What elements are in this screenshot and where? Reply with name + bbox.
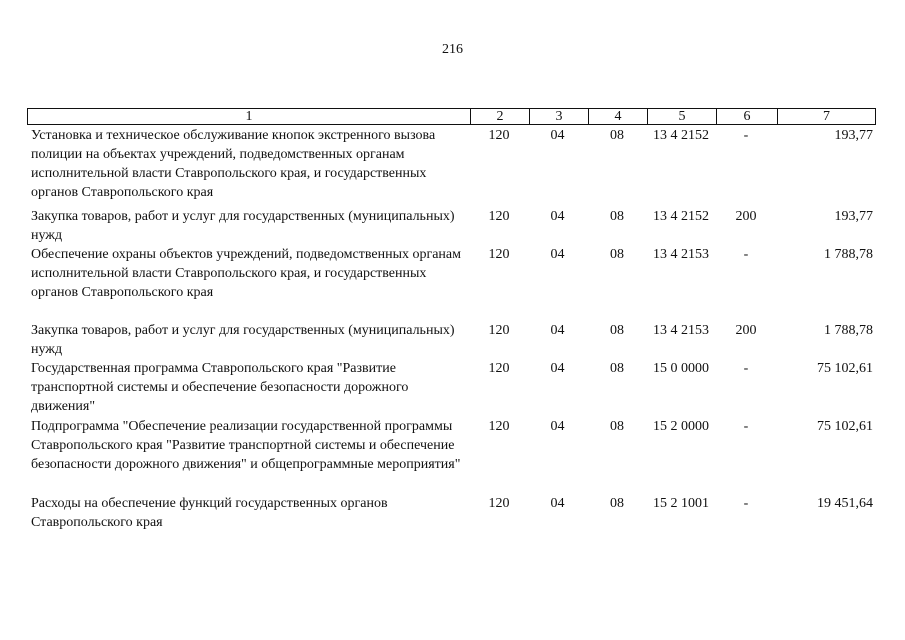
col-2: 120 [488, 128, 510, 143]
col-4: 08 [610, 128, 624, 143]
col-7: 1 788,78 [824, 247, 873, 262]
col-6: - [743, 247, 749, 262]
col-7: 19 451,64 [817, 496, 873, 511]
row-name: Государственная программа Ставропольского края "Развитие транспортной системы и обеспечение безопасности дорожного движения" [31, 361, 409, 414]
col-4: 08 [610, 323, 624, 338]
col-6: - [743, 419, 749, 434]
col-4: 08 [610, 496, 624, 511]
col-3: 04 [550, 247, 565, 262]
col-6: 200 [735, 323, 757, 338]
row-name: Обеспечение охраны объектов учреждений, подведомственных органам исполнительной власти Ставропольского края, и государственных органов Ставропольского края [31, 247, 462, 300]
col-6: - [743, 128, 749, 143]
row-name: Установка и техническое обслуживание кнопок экстренного вызова полиции на объектах учреждений, подведомственных органам исполнительной власти Ставропольского края, и государственных органов Ставропольского края [31, 128, 436, 200]
header-cell-7: 7 [777, 109, 875, 124]
col-6: - [743, 496, 749, 511]
col-2: 120 [488, 323, 510, 338]
header-cell-5: 5 [647, 109, 716, 124]
row-name: Подпрограмма "Обеспечение реализации государственной программы Ставропольского края "Развитие транспортной системы и обеспечение безопасности дорожного движения" и общепрограммные мероприятия" [31, 419, 461, 472]
header-cell-4: 4 [588, 109, 647, 124]
col-5: 13 4 2153 [653, 247, 709, 262]
col-5: 13 4 2152 [653, 209, 709, 224]
col-7: 1 788,78 [824, 323, 873, 338]
col-5: 13 4 2153 [653, 323, 709, 338]
col-3: 04 [550, 209, 565, 224]
col-5: 13 4 2152 [653, 128, 709, 143]
header-cell-2: 2 [470, 109, 529, 124]
row-name: Закупка товаров, работ и услуг для государственных (муниципальных) нужд [31, 323, 455, 357]
col-7: 193,77 [834, 128, 873, 143]
row-name: Расходы на обеспечение функций государственных органов Ставропольского края [31, 496, 388, 530]
page-number: 216 [442, 42, 463, 57]
col-3: 04 [550, 496, 565, 511]
col-5: 15 2 0000 [653, 419, 709, 434]
col-5: 15 0 0000 [653, 361, 709, 376]
col-4: 08 [610, 361, 624, 376]
col-5: 15 2 1001 [653, 496, 709, 511]
col-7: 75 102,61 [817, 419, 873, 434]
col-3: 04 [550, 128, 565, 143]
col-6: - [743, 361, 749, 376]
header-cell-3: 3 [529, 109, 588, 124]
col-7: 193,77 [834, 209, 873, 224]
header-cell-6: 6 [716, 109, 777, 124]
col-2: 120 [488, 361, 510, 376]
col-7: 75 102,61 [817, 361, 873, 376]
header-cell-1: 1 [245, 109, 253, 124]
table-header [27, 108, 876, 125]
col-6: 200 [735, 209, 757, 224]
col-3: 04 [550, 361, 565, 376]
col-4: 08 [610, 247, 624, 262]
col-2: 120 [488, 496, 510, 511]
col-4: 08 [610, 209, 624, 224]
row-name: Закупка товаров, работ и услуг для государственных (муниципальных) нужд [31, 209, 455, 243]
col-2: 120 [488, 247, 510, 262]
col-4: 08 [610, 419, 624, 434]
col-3: 04 [550, 419, 565, 434]
col-2: 120 [488, 209, 510, 224]
col-2: 120 [488, 419, 510, 434]
col-3: 04 [550, 323, 565, 338]
